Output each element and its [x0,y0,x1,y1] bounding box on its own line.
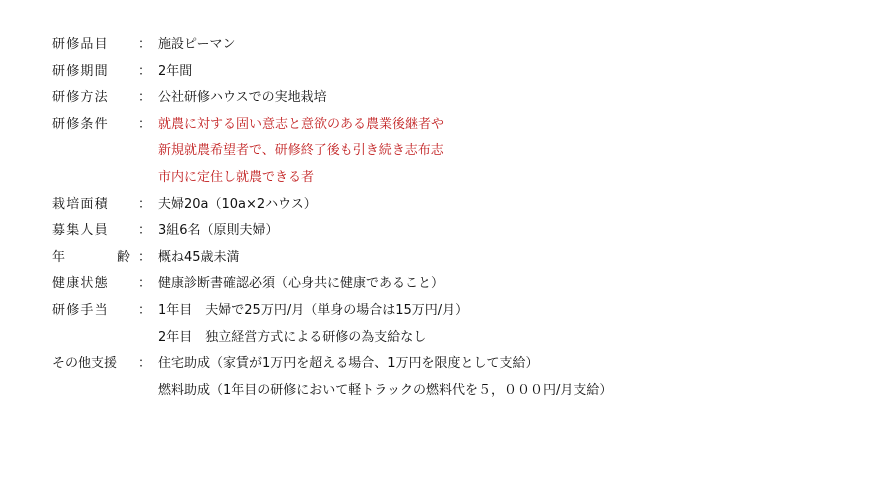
separator: ： [138,276,152,292]
label-age [52,249,130,267]
row-training-method [52,89,852,107]
row-training-allowance [52,302,852,347]
value-health-status [158,275,852,293]
value-line: 就農に対する固い意志と意欲のある農業後継者や [158,116,445,132]
label-recruitment-count: 募集人員 [52,223,109,239]
value-line: 概ね45歳未満 [158,249,240,265]
row-cultivation-area [52,196,852,214]
value-line: 燃料助成（1年目の研修において軽トラックの燃料代を５，０００円/月支給） [158,382,613,398]
value-age [158,249,852,267]
separator: ： [138,249,152,265]
separator: ： [138,302,152,318]
label-age-part: 齢 [116,249,130,265]
value-training-allowance [158,302,852,347]
value-other-support [158,355,852,400]
value-training-method [158,89,852,107]
label-training-allowance: 研修手当 [52,302,109,318]
value-line: 3組6名（原則夫婦） [158,223,279,239]
label-training-conditions: 研修条件 [52,116,109,132]
value-recruitment-count [158,222,852,240]
separator: ： [138,63,152,79]
value-line: 施設ピーマン [158,37,236,52]
separator: ： [138,116,152,132]
value-line: 新規就農希望者で、研修終了後も引き続き志布志 [158,143,444,159]
row-training-period [52,63,852,81]
value-line: 1年目 夫婦で25万円/月（単身の場合は15万円/月） [158,302,469,318]
value-line: 住宅助成（家賃が1万円を超える場合、1万円を限度として支給） [158,356,539,372]
row-training-item [52,36,852,54]
label-cultivation-area: 栽培面積 [52,196,109,212]
row-other-support [52,355,852,400]
value-training-conditions [158,116,852,187]
label-training-item: 研修品目 [52,37,109,52]
value-cultivation-area [158,196,852,214]
separator: ： [138,90,152,106]
row-health-status [52,275,852,293]
value-line: 2年間 [158,63,193,79]
row-recruitment-count [52,222,852,240]
value-line: 2年目 独立経営方式による研修の為支給なし [158,329,427,345]
label-health-status: 健康状態 [52,276,109,292]
value-line: 夫婦20a（10a×2ハウス） [158,196,317,212]
value-line: 健康診断書確認必須（心身共に健康であること） [158,276,445,292]
training-info-document [52,36,852,408]
label-training-method: 研修方法 [52,90,109,106]
separator: ： [138,37,152,52]
value-line: 市内に定住し就農できる者 [158,169,315,185]
value-line: 公社研修ハウスでの実地栽培 [158,90,327,106]
label-other-support: その他支援 [52,356,118,372]
separator: ： [138,223,152,239]
value-training-period [158,63,852,81]
label-training-period: 研修期間 [52,63,109,79]
value-training-item [158,36,852,54]
separator: ： [138,196,152,212]
row-training-conditions [52,116,852,187]
separator: ： [138,356,152,372]
row-age [52,249,852,267]
label-age-part: 年 [52,249,66,265]
